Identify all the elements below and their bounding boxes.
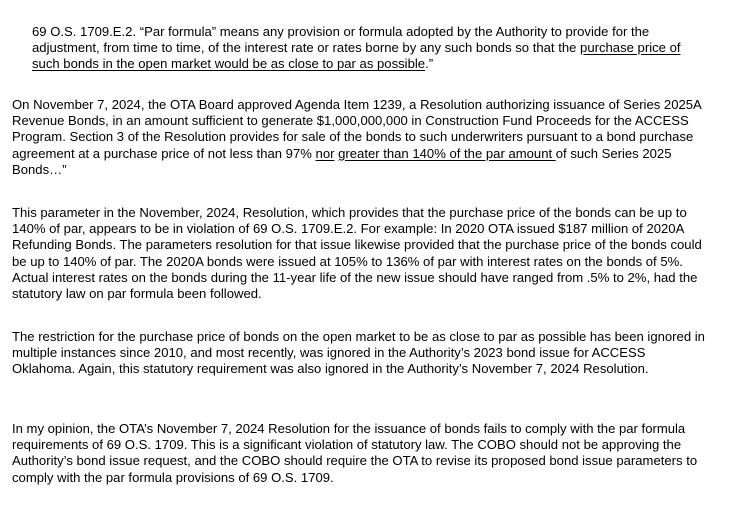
text-run: In my opinion, the OTA’s November 7, 2024 Resolution for the issuance of bonds fails to comply with the par formula requirements of 69 O.S. 1709. This is a significant violation of statutory law. The COBO should not be approving the Authority’s bond issue request, and the COBO should require the OTA to revise its proposed bond issue parameters to comply with the par formula provisions of 69 O.S. 1709. — [12, 421, 698, 485]
text-run: This parameter in the November, 2024, Resolution, which provides that the purchase price of the bonds can be up to 140% of par, appears to be in violation of 69 O.S. 1709.E.2. For example: In 2020 OTA issued $187 million of 2020A Refunding Bonds. The parameters resolution for that issue likewise provided that the purchase price of the bonds could be up to 140% of par. The 2020A bonds were issued at 105% to 136% of par with interest rates on the bonds of 5%. Actual interest rates on the bonds during the 11-year life of the new issue should have ranged from .5% to 2%, had the statutory law on par formula been followed. — [12, 205, 702, 302]
text-run: 69 O.S. 1709.E.2. “Par formula” means any provision or formula adopted by the Authority to provide for the adjustment, from time to time, of the interest rate or rates borne by any such bonds so that the — [32, 24, 650, 56]
restriction-ignored-paragraph — [12, 329, 712, 378]
underlined-text: purchase price of such bonds in the open market would be as close to par as possible — [32, 40, 681, 72]
underlined-text: greater than 140% of the par amount — [338, 145, 556, 161]
violation-example-paragraph — [12, 205, 712, 302]
text-run: The restriction for the purchase price of bonds on the open market to be as close to par as possible has been ignored in multiple instances since 2010, and most recently, was ignored in the Authority’s 2023 bond issue for ACCESS Oklahoma. Again, this statutory requirement was also ignored in the Authority’s November 7, 2024 Resolution. — [12, 329, 705, 377]
text-run: .” — [425, 56, 434, 72]
statute-quote-paragraph — [32, 24, 682, 73]
text-run: On November 7, 2024, the OTA Board approved Agenda Item 1239, a Resolution authorizing issuance of Series 2025A Revenue Bonds, in an amount sufficient to generate $1,000,000,000 in Construction Fund Proceeds for the ACCESS Program. Section 3 of the Resolution provides for sale of the bonds to such underwriters pursuant to a bond purchase agreement at a purchase price of not less than 97% — [12, 97, 702, 161]
resolution-approval-paragraph — [12, 97, 712, 178]
opinion-paragraph — [12, 421, 712, 486]
text-run: of such Series 2025 Bonds…” — [12, 145, 672, 177]
underlined-text: nor — [315, 145, 335, 161]
